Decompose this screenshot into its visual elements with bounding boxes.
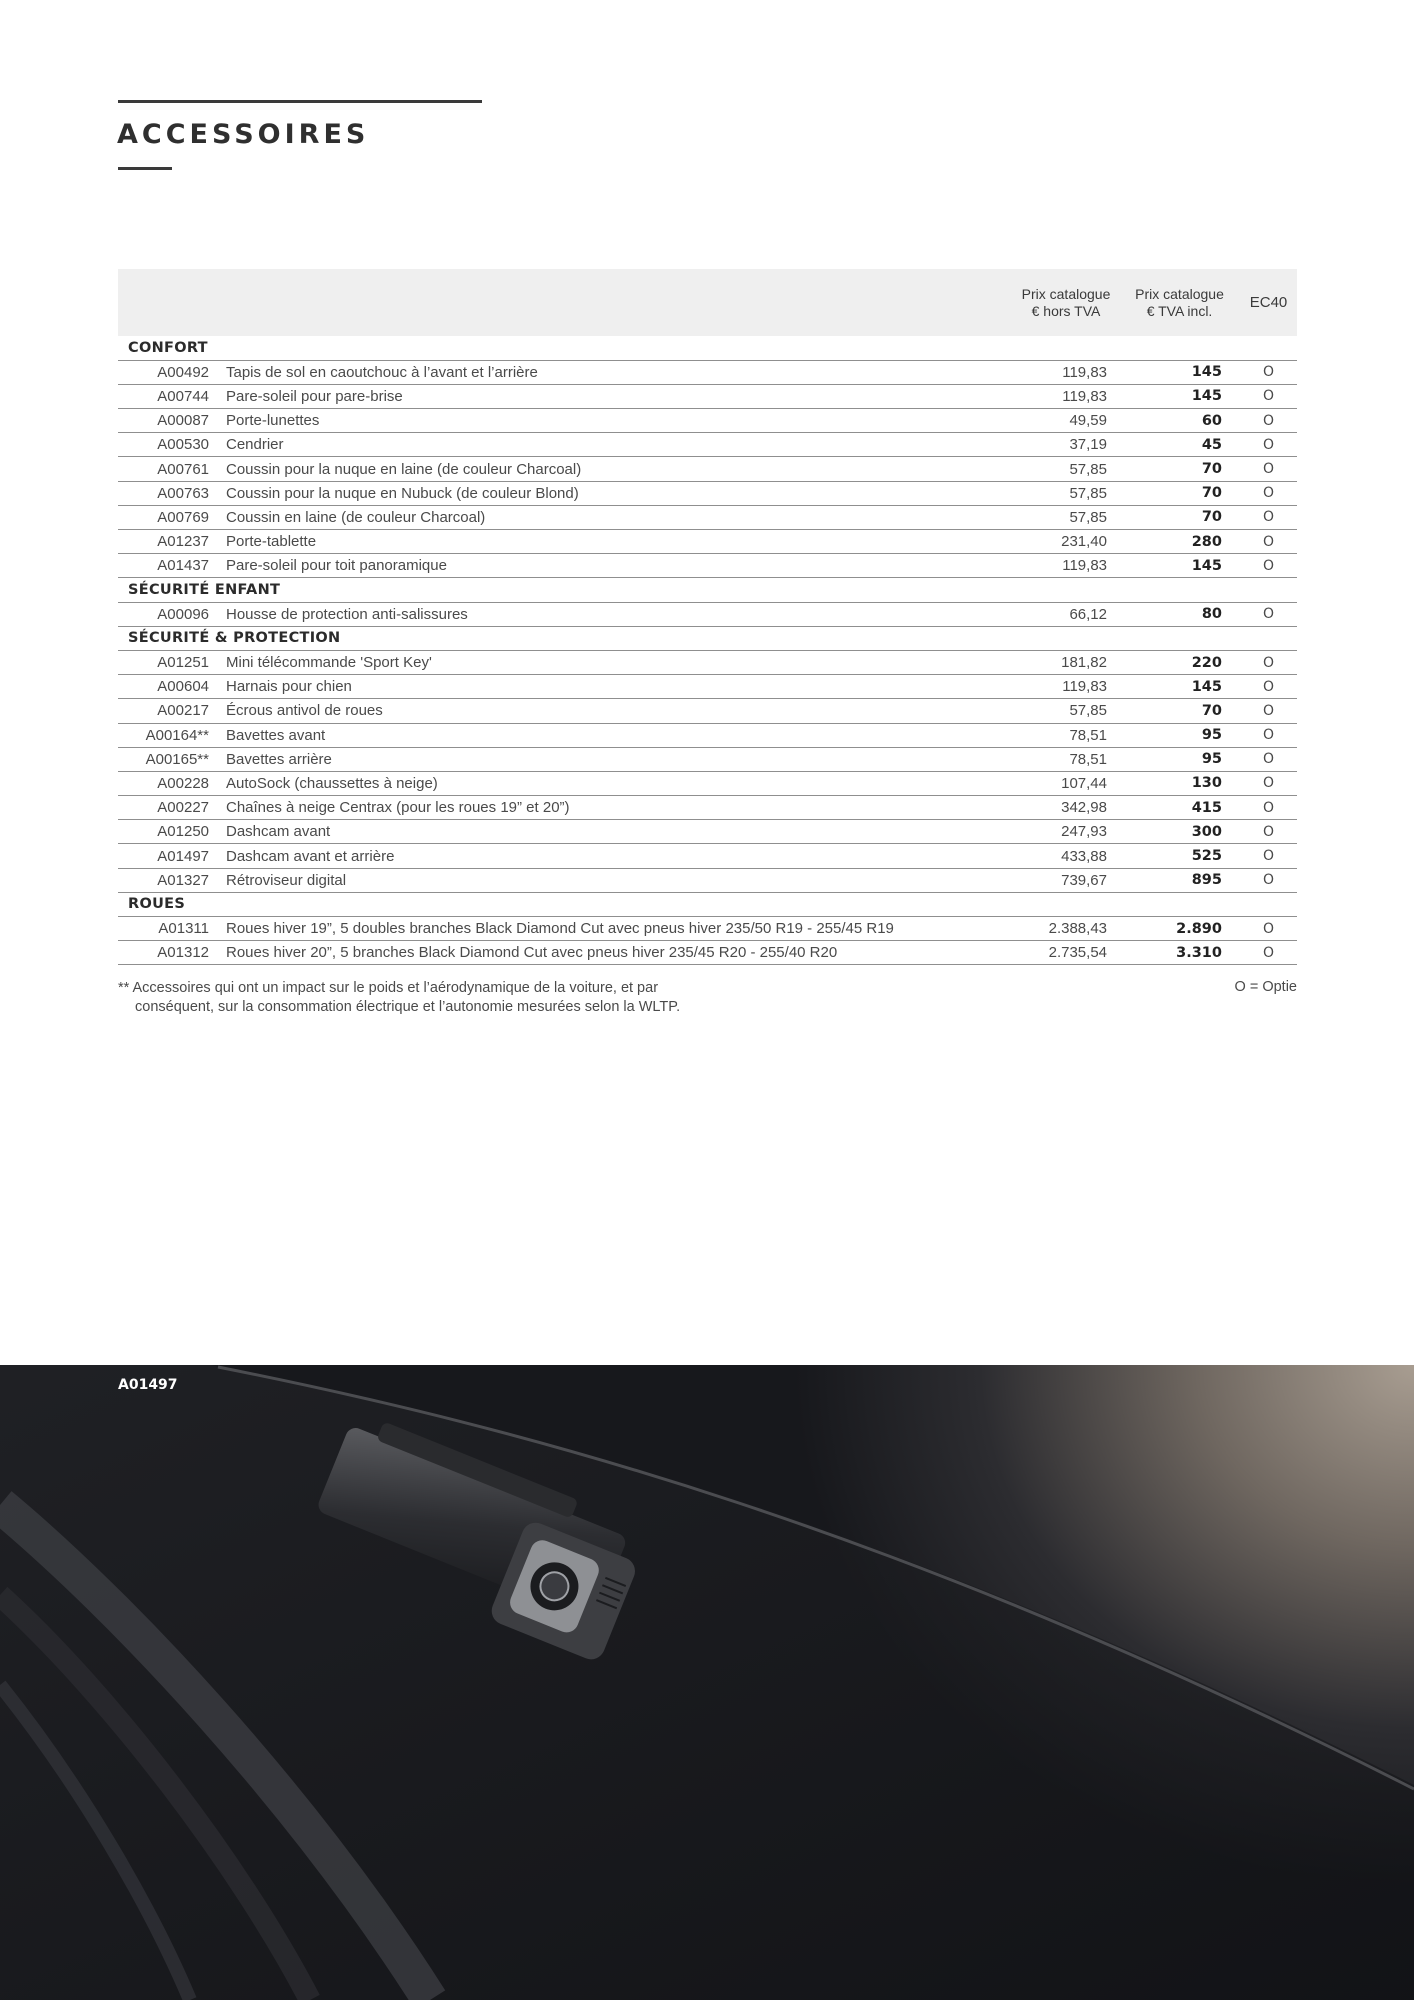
table-row xyxy=(118,360,1297,384)
table-row xyxy=(118,409,1297,433)
price-excl-vat: 78,51 xyxy=(1013,723,1119,747)
article-description: Bavettes avant xyxy=(226,723,1013,747)
article-code: A00763 xyxy=(118,481,226,505)
table-row xyxy=(118,868,1297,892)
article-description: Tapis de sol en caoutchouc à l’avant et l’arrière xyxy=(226,360,1013,384)
article-code: A00087 xyxy=(118,409,226,433)
title-underline xyxy=(118,167,172,170)
availability-mark: O xyxy=(1240,384,1297,408)
article-code: A01250 xyxy=(118,820,226,844)
price-incl-vat: 895 xyxy=(1119,868,1240,892)
price-excl-vat: 57,85 xyxy=(1013,505,1119,529)
availability-mark: O xyxy=(1240,820,1297,844)
price-incl-vat: 415 xyxy=(1119,796,1240,820)
price-incl-vat: 300 xyxy=(1119,820,1240,844)
footnote xyxy=(118,979,818,1017)
price-excl-vat: 57,85 xyxy=(1013,699,1119,723)
price-incl-vat: 95 xyxy=(1119,747,1240,771)
availability-mark: O xyxy=(1240,602,1297,626)
article-code: A00492 xyxy=(118,360,226,384)
availability-mark: O xyxy=(1240,868,1297,892)
price-excl-vat: 78,51 xyxy=(1013,747,1119,771)
article-description: Porte-tablette xyxy=(226,530,1013,554)
price-excl-vat: 49,59 xyxy=(1013,409,1119,433)
table-row xyxy=(118,384,1297,408)
header-code xyxy=(118,269,226,336)
availability-mark: O xyxy=(1240,675,1297,699)
price-incl-vat: 525 xyxy=(1119,844,1240,868)
article-code: A01311 xyxy=(118,917,226,941)
article-code: A00096 xyxy=(118,602,226,626)
page-title: ACCESSOIRES xyxy=(117,119,370,150)
article-description: Écrous antivol de roues xyxy=(226,699,1013,723)
footnote-line-1: ** Accessoires qui ont un impact sur le poids et l’aérodynamique de la voiture, et par xyxy=(118,980,659,996)
section-header-row xyxy=(118,578,1297,602)
article-description: Rétroviseur digital xyxy=(226,868,1013,892)
availability-mark: O xyxy=(1240,941,1297,965)
price-excl-vat: 119,83 xyxy=(1013,675,1119,699)
table-row xyxy=(118,433,1297,457)
article-description: Dashcam avant et arrière xyxy=(226,844,1013,868)
table-row xyxy=(118,844,1297,868)
table-row xyxy=(118,796,1297,820)
article-code: A00217 xyxy=(118,699,226,723)
price-incl-vat: 145 xyxy=(1119,360,1240,384)
article-code: A00227 xyxy=(118,796,226,820)
article-code: A00761 xyxy=(118,457,226,481)
dashcam-photo xyxy=(0,1365,1414,2000)
article-code: A00769 xyxy=(118,505,226,529)
price-incl-vat: 3.310 xyxy=(1119,941,1240,965)
table-row xyxy=(118,530,1297,554)
header-price-incl-vat xyxy=(1119,269,1240,336)
availability-mark: O xyxy=(1240,844,1297,868)
footnote-line-2: conséquent, sur la consommation électrique et l’autonomie mesurées selon la WLTP. xyxy=(135,999,681,1015)
article-description: Coussin pour la nuque en Nubuck (de couleur Blond) xyxy=(226,481,1013,505)
article-description: Dashcam avant xyxy=(226,820,1013,844)
table-row xyxy=(118,602,1297,626)
table-row xyxy=(118,820,1297,844)
header-price-excl-vat-label: Prix catalogue € hors TVA xyxy=(1021,285,1111,319)
table-row xyxy=(118,650,1297,674)
price-excl-vat: 2.388,43 xyxy=(1013,917,1119,941)
availability-mark: O xyxy=(1240,433,1297,457)
availability-mark: O xyxy=(1240,771,1297,795)
article-code: A01327 xyxy=(118,868,226,892)
price-incl-vat: 70 xyxy=(1119,457,1240,481)
availability-mark: O xyxy=(1240,457,1297,481)
price-incl-vat: 60 xyxy=(1119,409,1240,433)
section-header-row xyxy=(118,892,1297,916)
price-incl-vat: 145 xyxy=(1119,675,1240,699)
price-excl-vat: 231,40 xyxy=(1013,530,1119,554)
article-code: A01497 xyxy=(118,844,226,868)
availability-mark: O xyxy=(1240,747,1297,771)
table-row xyxy=(118,917,1297,941)
price-incl-vat: 145 xyxy=(1119,384,1240,408)
article-code: A01251 xyxy=(118,650,226,674)
top-rule xyxy=(118,100,482,103)
price-incl-vat: 70 xyxy=(1119,699,1240,723)
article-description: Coussin en laine (de couleur Charcoal) xyxy=(226,505,1013,529)
article-description: Cendrier xyxy=(226,433,1013,457)
availability-mark: O xyxy=(1240,481,1297,505)
article-code: A00604 xyxy=(118,675,226,699)
table-row xyxy=(118,771,1297,795)
article-code: A00744 xyxy=(118,384,226,408)
availability-mark: O xyxy=(1240,505,1297,529)
section-header-row xyxy=(118,336,1297,360)
price-incl-vat: 70 xyxy=(1119,481,1240,505)
availability-mark: O xyxy=(1240,530,1297,554)
article-code: A01312 xyxy=(118,941,226,965)
table-body xyxy=(118,336,1297,965)
price-incl-vat: 80 xyxy=(1119,602,1240,626)
availability-mark: O xyxy=(1240,650,1297,674)
table-row xyxy=(118,505,1297,529)
article-code: A00530 xyxy=(118,433,226,457)
table-row xyxy=(118,554,1297,578)
article-description: Bavettes arrière xyxy=(226,747,1013,771)
price-excl-vat: 57,85 xyxy=(1013,457,1119,481)
price-incl-vat: 220 xyxy=(1119,650,1240,674)
section-title: ROUES xyxy=(118,892,1297,916)
availability-mark: O xyxy=(1240,699,1297,723)
article-description: Mini télécommande 'Sport Key' xyxy=(226,650,1013,674)
price-incl-vat: 280 xyxy=(1119,530,1240,554)
availability-mark: O xyxy=(1240,796,1297,820)
header-description xyxy=(226,269,1013,336)
article-code: A01437 xyxy=(118,554,226,578)
price-excl-vat: 2.735,54 xyxy=(1013,941,1119,965)
price-excl-vat: 119,83 xyxy=(1013,360,1119,384)
price-incl-vat: 2.890 xyxy=(1119,917,1240,941)
article-description: AutoSock (chaussettes à neige) xyxy=(226,771,1013,795)
dashcam-illustration xyxy=(0,1365,1414,2000)
article-description: Pare-soleil pour toit panoramique xyxy=(226,554,1013,578)
photo-caption: A01497 xyxy=(118,1377,178,1393)
table-row xyxy=(118,699,1297,723)
price-excl-vat: 181,82 xyxy=(1013,650,1119,674)
availability-mark: O xyxy=(1240,409,1297,433)
availability-mark: O xyxy=(1240,554,1297,578)
header-price-excl-vat xyxy=(1013,269,1119,336)
price-excl-vat: 119,83 xyxy=(1013,554,1119,578)
availability-mark: O xyxy=(1240,360,1297,384)
table-row xyxy=(118,723,1297,747)
price-excl-vat: 247,93 xyxy=(1013,820,1119,844)
table-row xyxy=(118,481,1297,505)
section-header-row xyxy=(118,626,1297,650)
price-incl-vat: 145 xyxy=(1119,554,1240,578)
article-description: Roues hiver 19”, 5 doubles branches Black Diamond Cut avec pneus hiver 235/50 R19 - 255/45 R19 xyxy=(226,917,1013,941)
price-excl-vat: 37,19 xyxy=(1013,433,1119,457)
article-code: A00164** xyxy=(118,723,226,747)
table-row xyxy=(118,941,1297,965)
article-description: Porte-lunettes xyxy=(226,409,1013,433)
price-excl-vat: 433,88 xyxy=(1013,844,1119,868)
header-price-incl-vat-label: Prix catalogue € TVA incl. xyxy=(1135,285,1224,319)
price-excl-vat: 66,12 xyxy=(1013,602,1119,626)
price-excl-vat: 739,67 xyxy=(1013,868,1119,892)
availability-mark: O xyxy=(1240,917,1297,941)
table-row xyxy=(118,747,1297,771)
article-description: Coussin pour la nuque en laine (de couleur Charcoal) xyxy=(226,457,1013,481)
article-description: Pare-soleil pour pare-brise xyxy=(226,384,1013,408)
price-incl-vat: 70 xyxy=(1119,505,1240,529)
article-code: A00165** xyxy=(118,747,226,771)
price-table xyxy=(118,269,1297,965)
article-code: A01237 xyxy=(118,530,226,554)
header-model: EC40 xyxy=(1240,269,1297,336)
article-code: A00228 xyxy=(118,771,226,795)
table-header-row xyxy=(118,269,1297,336)
table-row xyxy=(118,675,1297,699)
table-row xyxy=(118,457,1297,481)
price-incl-vat: 45 xyxy=(1119,433,1240,457)
price-excl-vat: 119,83 xyxy=(1013,384,1119,408)
section-title: SÉCURITÉ ENFANT xyxy=(118,578,1297,602)
section-title: CONFORT xyxy=(118,336,1297,360)
section-title: SÉCURITÉ & PROTECTION xyxy=(118,626,1297,650)
article-description: Chaînes à neige Centrax (pour les roues 19” et 20”) xyxy=(226,796,1013,820)
article-description: Housse de protection anti-salissures xyxy=(226,602,1013,626)
article-description: Harnais pour chien xyxy=(226,675,1013,699)
price-excl-vat: 107,44 xyxy=(1013,771,1119,795)
availability-legend: O = Optie xyxy=(1234,979,1297,995)
price-excl-vat: 342,98 xyxy=(1013,796,1119,820)
article-description: Roues hiver 20”, 5 branches Black Diamond Cut avec pneus hiver 235/45 R20 - 255/40 R20 xyxy=(226,941,1013,965)
price-incl-vat: 95 xyxy=(1119,723,1240,747)
price-excl-vat: 57,85 xyxy=(1013,481,1119,505)
price-incl-vat: 130 xyxy=(1119,771,1240,795)
availability-mark: O xyxy=(1240,723,1297,747)
